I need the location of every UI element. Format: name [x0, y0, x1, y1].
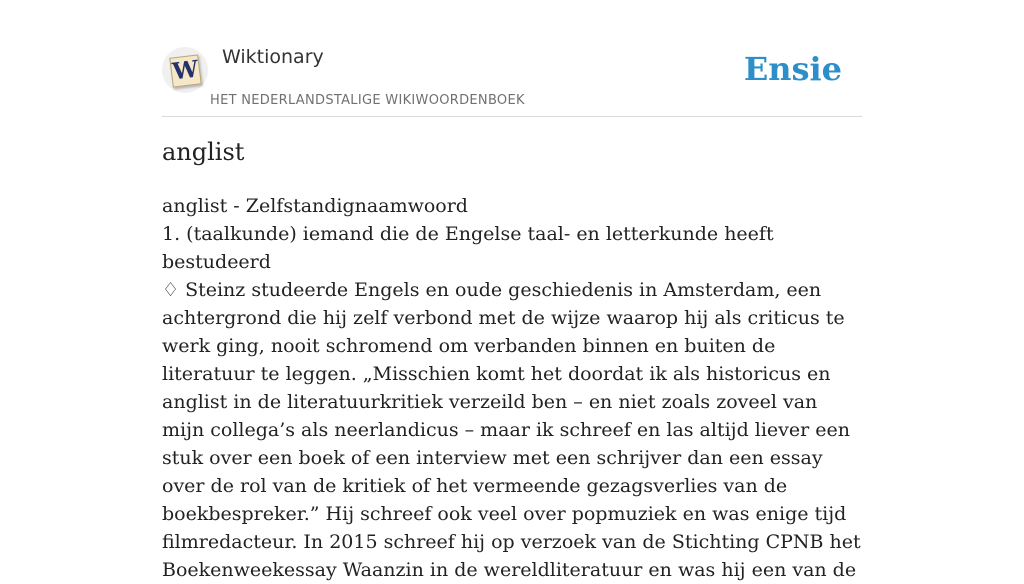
logo-tile [169, 54, 201, 87]
site-name[interactable]: Wiktionary [222, 46, 324, 68]
wiktionary-logo-icon[interactable] [162, 47, 208, 93]
dictionary-entry [162, 192, 862, 584]
site-subtitle: HET NEDERLANDSTALIGE WIKIWOORDENBOEK [210, 93, 525, 108]
entry-definition: 1. (taalkunde) iemand die de Engelse taal- en letterkunde heeft bestudeerd [162, 223, 774, 273]
page-title: anglist [162, 138, 245, 166]
logo-letter: W [170, 55, 200, 86]
entry-heading: anglist - Zelfstandignaamwoord [162, 195, 468, 217]
ensie-brand-logo[interactable]: Ensie [743, 50, 842, 88]
entry-example: ♢ Steinz studeerde Engels en oude geschiedenis in Amsterdam, een achtergrond die hij zelf verbond met de wijze waarop hij als criticus te werk ging, nooit schromend om verbanden binnen en buiten de literatuur te leggen. „Misschien komt het doordat ik als historicus en anglist in de literatuurkritiek verzeild ben – en niet zoals zoveel van mijn collega’s als neerlandicus – maar ik schreef en las altijd liever een stuk over een boek of een interview met een schrijver dan een essay over de rol van de kritiek of het vermeende gezagsverlies van de boekbespreker.” Hij schreef ook veel over popmuziek en was enige tijd filmredacteur. In 2015 schreef hij op verzoek van de Stichting CPNB het Boekenweekessay Waanzin in de wereldliteratuur en was hij een van de [162, 279, 861, 581]
site-header [162, 44, 862, 117]
